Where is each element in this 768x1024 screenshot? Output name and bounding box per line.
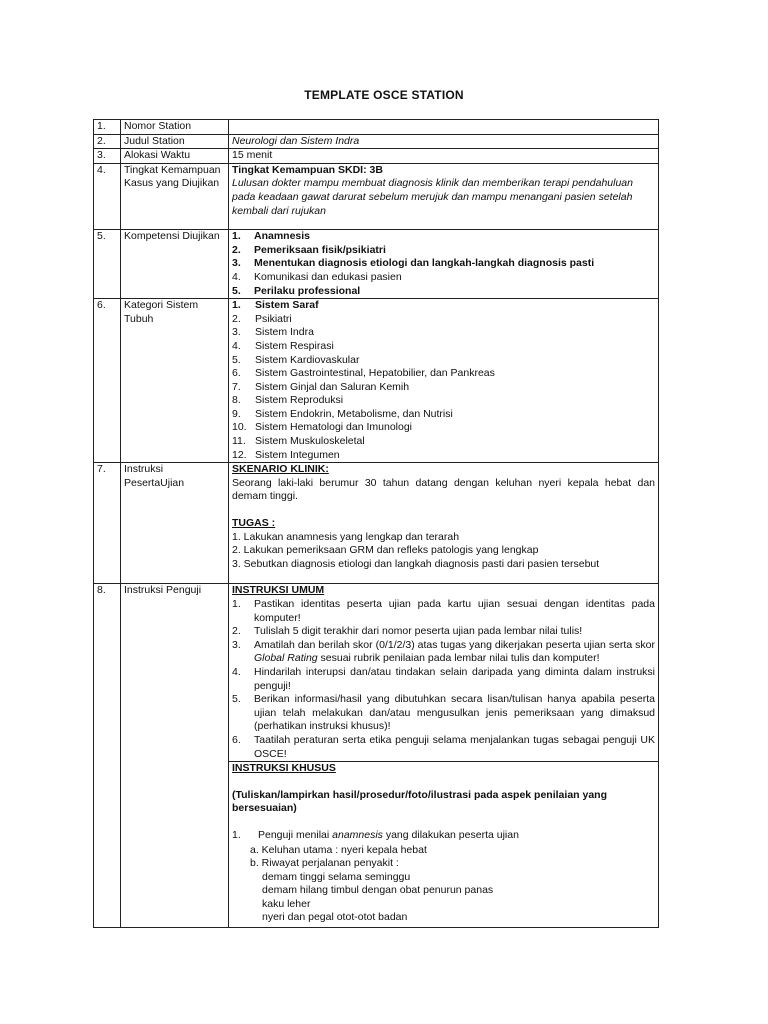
instruksi-khusus-heading: INSTRUKSI KHUSUS — [232, 762, 336, 775]
row-value — [229, 230, 659, 299]
list-item: demam tinggi selama seminggu — [262, 870, 411, 883]
row-label: Judul Station — [121, 134, 229, 149]
skdi-description: Lulusan dokter mampu membuat diagnosis klinik dan memberikan terapi pendahuluan pada keadaan gawat darurat sebelum merujuk dan mampu menangani pasien setelah kembali dari rujukan — [232, 177, 633, 217]
list-item: 6. Sistem Gastrointestinal, Hepatobilier, dan Pankreas — [232, 367, 495, 380]
list-item: 2. Psikiatri — [232, 312, 292, 325]
list-item: a. Keluhan utama : nyeri kepala hebat — [250, 843, 427, 856]
list-item: 2. Lakukan pemeriksaan GRM dan refleks patologis yang lengkap — [232, 544, 539, 557]
row-number: 1. — [94, 120, 121, 135]
list-item: 1. Lakukan anamnesis yang lengkap dan terarah — [232, 530, 460, 543]
instruksi-umum-heading: INSTRUKSI UMUM — [232, 584, 325, 597]
instruksi-umum-cell — [229, 584, 659, 762]
list-item: 4. Komunikasi dan edukasi pasien — [232, 270, 402, 283]
table-row — [94, 134, 659, 149]
row-value: 15 menit — [229, 149, 659, 164]
row-number: 8. — [94, 584, 121, 928]
list-item: 6. Taatilah peraturan serta etika penguji selama menjalankan tugas sebagai penguji UK OSCE! — [232, 733, 655, 760]
list-item: 1. Pastikan identitas peserta ujian pada kartu ujian sesuai dengan identitas pada komputer! — [232, 598, 655, 624]
list-item: 3. Amatilah dan berilah skor (0/1/2/3) atas tugas yang dikerjakan peserta ujian serta skor Global Rating sesuai rubrik penilaian pada lembar nilai tulis dan komputer! — [232, 638, 655, 665]
row-number: 7. — [94, 463, 121, 584]
row-label: Instruksi PesertaUjian — [121, 463, 229, 584]
list-item: 5. Sistem Kardiovaskular — [232, 353, 360, 366]
list-item: 5. Berikan informasi/hasil yang dibutuhkan secara lisan/tulisan hanya apabila peserta ujian telah melakukan dan/atau mengusulkan jenis pemeriksaan yang dimaksud (perhatikan instruksi khusus)! — [232, 693, 655, 733]
document-title: TEMPLATE OSCE STATION — [304, 88, 464, 102]
list-item: 9. Sistem Endokrin, Metabolisme, dan Nutrisi — [232, 407, 453, 420]
row-label: Instruksi Penguji — [121, 584, 229, 928]
list-item: demam hilang timbul dengan obat penurun panas — [262, 884, 494, 897]
list-item: 3. Sebutkan diagnosis etiologi dan langkah diagnosis pasti dari pasien tersebut — [232, 557, 600, 570]
row-value — [229, 463, 659, 584]
osce-station-table — [93, 119, 659, 928]
list-item: kaku leher — [262, 897, 311, 910]
skenario-heading: SKENARIO KLINIK: — [232, 463, 329, 476]
list-item: 2. Pemeriksaan fisik/psikiatri — [232, 243, 386, 256]
list-item: 3. Sistem Indra — [232, 326, 314, 339]
row-value — [229, 163, 659, 229]
row-number: 4. — [94, 163, 121, 229]
row-label: Nomor Station — [121, 120, 229, 135]
instruksi-khusus-cell — [229, 762, 659, 928]
table-row — [94, 163, 659, 229]
table-row — [94, 584, 659, 762]
row-label: Alokasi Waktu — [121, 149, 229, 164]
list-item: 4. Hindarilah interupsi dan/atau tindakan selain daripada yang diminta dalam instruksi penguji! — [232, 665, 655, 692]
list-item: 2. Tulislah 5 digit terakhir dari nomor peserta ujian pada lembar nilai tulis! — [232, 625, 583, 638]
row-value: Neurologi dan Sistem Indra — [229, 134, 659, 149]
table-row — [94, 120, 659, 135]
list-item: 5. Perilaku professional — [232, 284, 361, 297]
list-item: 1. Anamnesis — [232, 230, 311, 243]
row-number: 3. — [94, 149, 121, 164]
row-label: Kompetensi Diujikan — [121, 230, 229, 299]
list-item: 1. Sistem Saraf — [232, 299, 319, 312]
instruksi-khusus-note: (Tuliskan/lampirkan hasil/prosedur/foto/ilustrasi pada aspek penilaian yang bersesuaian) — [232, 788, 607, 815]
table-row — [94, 149, 659, 164]
list-item: 4. Sistem Respirasi — [232, 339, 334, 352]
row-number: 6. — [94, 299, 121, 463]
table-row — [94, 299, 659, 463]
table-row — [94, 463, 659, 584]
row-label: Tingkat Kemampuan Kasus yang Diujikan — [121, 163, 229, 229]
table-row — [94, 230, 659, 299]
list-item: 10. Sistem Hematologi dan Imunologi — [232, 421, 412, 434]
list-item: 8. Sistem Reproduksi — [232, 394, 344, 407]
list-item: 12. Sistem Integumen — [232, 448, 340, 461]
list-item: 1. Penguji menilai anamnesis yang dilakukan peserta ujian — [232, 828, 519, 841]
row-number: 5. — [94, 230, 121, 299]
skdi-heading: Tingkat Kemampuan SKDI: 3B — [232, 163, 383, 176]
tugas-heading: TUGAS : — [232, 517, 276, 530]
list-item: 11. Sistem Muskuloskeletal — [232, 435, 365, 448]
list-item: b. Riwayat perjalanan penyakit : — [250, 857, 399, 870]
row-value — [229, 120, 659, 135]
row-value — [229, 299, 659, 463]
list-item: 3. Menentukan diagnosis etiologi dan langkah-langkah diagnosis pasti — [232, 257, 595, 270]
list-item: nyeri dan pegal otot-otot badan — [262, 911, 408, 924]
list-item: 7. Sistem Ginjal dan Saluran Kemih — [232, 380, 410, 393]
row-number: 2. — [94, 134, 121, 149]
row-label: Kategori Sistem Tubuh — [121, 299, 229, 463]
skenario-text: Seorang laki-laki berumur 30 tahun datang dengan keluhan nyeri kepala hebat dan demam tinggi. — [232, 476, 655, 503]
